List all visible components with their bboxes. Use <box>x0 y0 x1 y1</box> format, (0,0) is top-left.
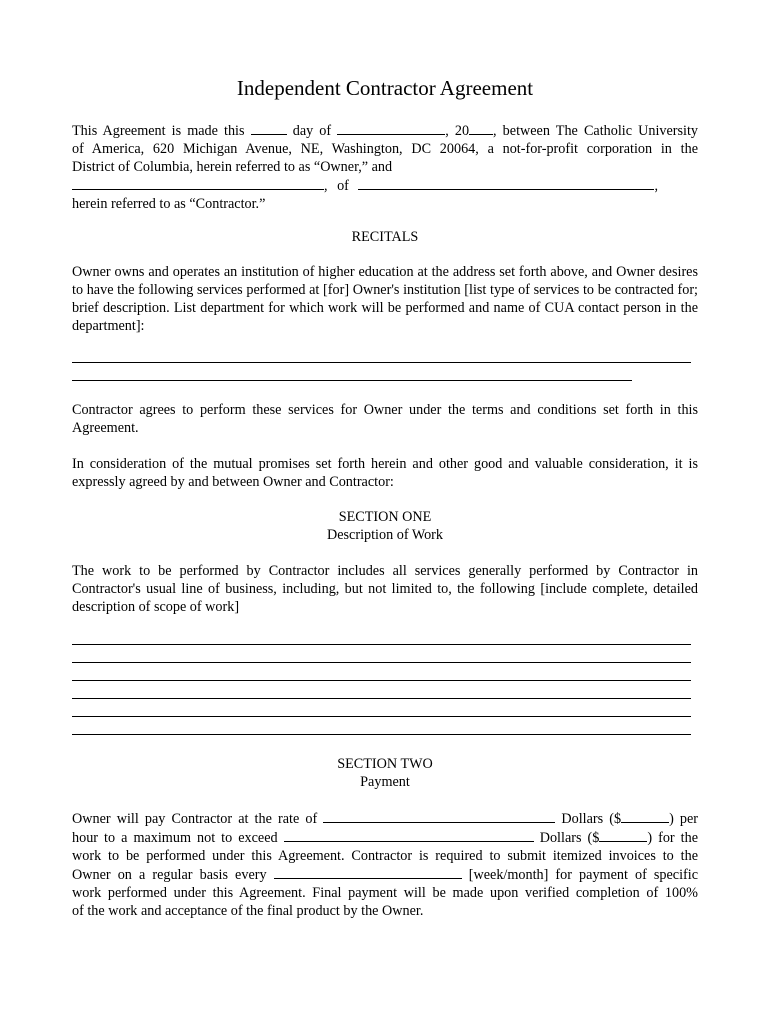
payment-line-2 <box>72 828 698 847</box>
intro-text: , 20 <box>445 123 470 139</box>
intro-text: , between The Catholic University <box>493 123 698 139</box>
recitals-body: Owner owns and operates an institution of higher education at the address set forth above, and Owner desires to have the following services performed at [for] Owner's institution [list type of services to be contracted for; brief description. List department for which work will be performed and name of CUA contact person in the department]: <box>72 264 698 334</box>
payment-text: Dollars ($ <box>539 830 600 846</box>
month-blank[interactable] <box>337 121 445 135</box>
payment-text: Owner will pay Contractor at the rate of <box>72 811 318 827</box>
year-blank[interactable] <box>469 121 493 135</box>
payment-text: Owner on a regular basis every <box>72 867 267 883</box>
day-blank[interactable] <box>251 121 287 135</box>
document-title: Independent Contractor Agreement <box>236 76 534 100</box>
payment-paragraph <box>72 809 698 920</box>
blank-line[interactable] <box>72 380 632 381</box>
section-two-heading: SECTION TWO <box>337 756 433 772</box>
payment-text: ) per <box>669 811 699 827</box>
payment-text: [week/month] for payment of specific <box>468 867 699 883</box>
intro-line-5: herein referred to as “Contractor.” <box>72 196 266 212</box>
intro-text: , <box>654 178 658 194</box>
section-one-heading: SECTION ONE <box>338 509 432 525</box>
blank-line[interactable] <box>72 680 691 681</box>
blank-line[interactable] <box>72 716 691 717</box>
recitals-heading: RECITALS <box>351 229 419 245</box>
contractor-name-blank[interactable] <box>72 176 324 190</box>
blank-line[interactable] <box>72 662 691 663</box>
intro-line-3: District of Columbia, herein referred to as “Owner,” and <box>72 159 393 175</box>
intro-paragraph <box>72 121 698 213</box>
payment-text: Dollars ($ <box>561 811 622 827</box>
intro-line-1 <box>72 121 698 140</box>
rate-amount-blank[interactable] <box>621 809 669 823</box>
blank-line[interactable] <box>72 362 691 363</box>
blank-line[interactable] <box>72 734 691 735</box>
maximum-blank[interactable] <box>284 828 534 842</box>
payment-text: hour to a maximum not to exceed <box>72 830 278 846</box>
intro-line-2: of America, 620 Michigan Avenue, NE, Washington, DC 20064, a not-for-profit corporation in the <box>72 141 698 157</box>
consideration-paragraph: In consideration of the mutual promises set forth herein and other good and valuable consideration, it is expressly agreed by and between Owner and Contractor: <box>72 456 698 490</box>
rate-blank[interactable] <box>323 809 555 823</box>
payment-line-4 <box>72 865 698 884</box>
intro-text: , of <box>324 178 349 194</box>
section-two-subheading: Payment <box>360 774 410 790</box>
intro-line-4 <box>72 176 658 195</box>
frequency-blank[interactable] <box>274 865 462 879</box>
payment-text: ) for the <box>647 830 699 846</box>
payment-line-6: of the work and acceptance of the final product by the Owner. <box>72 903 424 919</box>
contractor-address-blank[interactable] <box>358 176 654 190</box>
blank-line[interactable] <box>72 644 691 645</box>
payment-line-3: work to be performed under this Agreement. Contractor is required to submit itemized invoices to the <box>72 848 698 864</box>
section-one-body: The work to be performed by Contractor includes all services generally performed by Contractor in Contractor's usual line of business, including, but not limited to, the following [include complete, detailed description of scope of work] <box>72 563 698 615</box>
agree-paragraph: Contractor agrees to perform these services for Owner under the terms and conditions set forth in this Agreement. <box>72 402 698 436</box>
intro-text: day of <box>292 123 332 139</box>
section-one-subheading: Description of Work <box>326 527 443 543</box>
blank-line[interactable] <box>72 698 691 699</box>
payment-line-5: work performed under this Agreement. Final payment will be made upon verified completion of 100% <box>72 885 698 901</box>
intro-text: This Agreement is made this <box>72 123 245 139</box>
payment-line-1 <box>72 809 698 828</box>
maximum-amount-blank[interactable] <box>599 828 647 842</box>
